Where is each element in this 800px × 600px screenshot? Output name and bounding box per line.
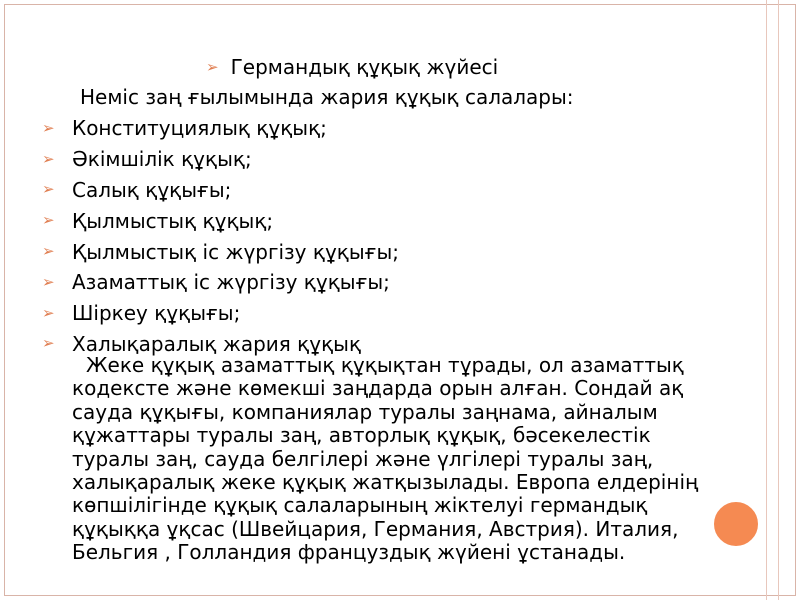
list-item-text: Қылмыстық құқық;: [72, 208, 274, 233]
list-item: [40, 298, 399, 329]
decorative-line: [766, 0, 767, 600]
arrow-bullet-icon: ➢: [42, 334, 55, 353]
arrow-bullet-icon: ➢: [42, 149, 55, 168]
list-item-text: Конституциялық құқық;: [72, 116, 327, 141]
private-law-paragraph: Жеке құқық азаматтық құқықтан тұрады, ол азаматтық кодексте және көмекші заңдарда орын алған. Сондай ақ сауда құқығы, компаниялар туралы заңнама, айналым құжаттары туралы заң, авторлық құқық, бәсекелестік туралы заң, сауда белгілері және үлгілері туралы заң, халықаралық жеке құқық жатқызылады. Европа елдерінің көпшілігінде құқық салаларының жіктелуі германдық құқыққа ұқсас (Швейцария, Германия, Австрия). Италия, Бельгия , Голландия француздық жүйені ұстанады.: [72, 353, 699, 565]
list-item-text: Қылмыстық іс жүргізу құқығы;: [72, 239, 400, 264]
arrow-bullet-icon: ➢: [42, 272, 55, 291]
slide-title-row: [206, 54, 498, 80]
list-item-text: Шіркеу құқығы;: [72, 301, 241, 326]
decorative-line: [778, 0, 779, 600]
list-item: [40, 205, 399, 236]
slide-subtitle: Неміс заң ғылымында жария құқық салалары:: [80, 85, 574, 109]
list-item: [40, 267, 399, 298]
arrow-bullet-icon: ➢: [206, 57, 219, 76]
list-item: [40, 236, 399, 267]
arrow-bullet-icon: ➢: [42, 180, 55, 199]
list-item-text: Әкімшілік құқық;: [72, 147, 252, 172]
public-law-branches-list: [40, 113, 399, 359]
arrow-bullet-icon: ➢: [42, 242, 55, 261]
list-item-text: Салық құқығы;: [72, 177, 232, 202]
arrow-bullet-icon: ➢: [42, 211, 55, 230]
arrow-bullet-icon: ➢: [42, 118, 55, 137]
list-item: [40, 144, 399, 175]
list-item: [40, 175, 399, 206]
list-item: [40, 113, 399, 144]
list-item-text: Халықаралық жария құқық: [72, 331, 362, 356]
list-item-text: Азаматтық іс жүргізу құқығы;: [72, 270, 390, 295]
arrow-bullet-icon: ➢: [42, 303, 55, 322]
slide-title: Германдық құқық жүйесі: [230, 55, 499, 79]
